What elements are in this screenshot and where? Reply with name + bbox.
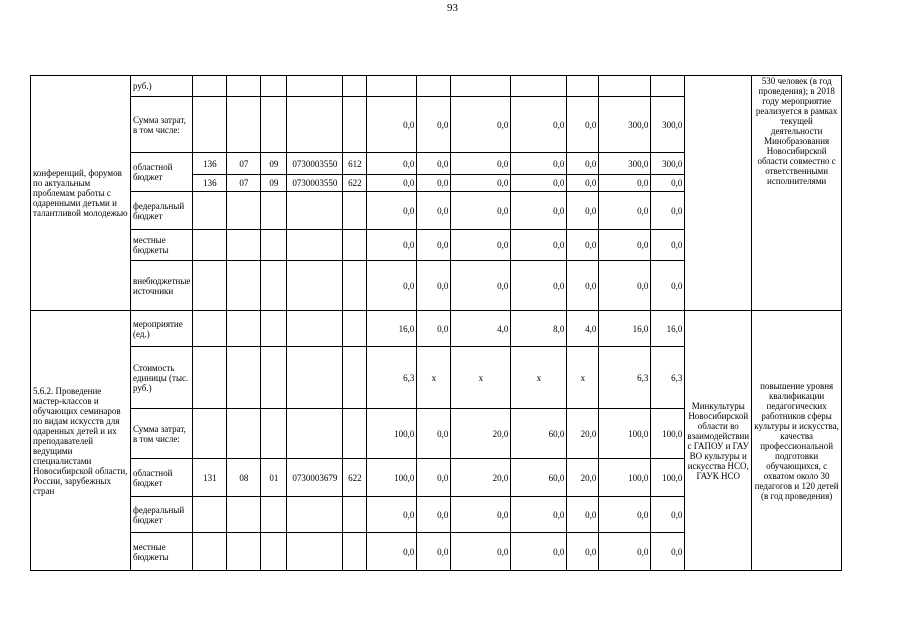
pr-code [261,311,287,347]
value-cell: х [567,347,599,409]
pr-code: 09 [261,175,287,192]
vr-code [343,97,367,153]
rz-code [227,76,261,97]
value-cell: 60,0 [511,409,567,459]
indicator-label: областной бюджет [131,153,193,192]
value-cell: 0,0 [651,261,685,311]
pr-code [261,230,287,261]
value-cell: 0,0 [367,175,417,192]
value-cell: 0,0 [511,230,567,261]
value-cell: 300,0 [651,153,685,175]
value-cell: 0,0 [567,175,599,192]
csr-code [287,311,343,347]
value-cell: 0,0 [511,97,567,153]
vr-code: 622 [343,175,367,192]
vr-code [343,409,367,459]
pr-code [261,497,287,533]
event-name: 5.6.2. Проведение мастер-классов и обучающих семинаров по видам искусств для одаренных детей и их преподавателей ведущими специалистами Новосибирской области, России, зарубежных стран [31,311,131,571]
grbs-code [193,533,227,571]
executor-cell: Минкультуры Новосибирской области во взаимодействии с ГАПОУ и ГАУ ВО культуры и искусства НСО, ГАУК НСО [685,311,752,571]
value-cell: 0,0 [651,192,685,230]
value-cell: 6,3 [599,347,651,409]
value-cell: 100,0 [367,459,417,497]
indicator-label: Сумма затрат, в том числе: [131,97,193,153]
indicator-label: федеральный бюджет [131,497,193,533]
value-cell: 0,0 [417,533,451,571]
pr-code [261,533,287,571]
value-cell: 0,0 [367,153,417,175]
value-cell: 0,0 [451,533,511,571]
value-cell: х [511,347,567,409]
value-cell: 0,0 [417,192,451,230]
value-cell: 0,0 [599,261,651,311]
value-cell: 6,3 [651,347,685,409]
value-cell: 4,0 [451,311,511,347]
grbs-code [193,230,227,261]
pr-code [261,409,287,459]
value-cell: 0,0 [417,261,451,311]
grbs-code [193,497,227,533]
csr-code [287,192,343,230]
value-cell: 0,0 [417,311,451,347]
value-cell: 0,0 [451,230,511,261]
value-cell: х [451,347,511,409]
value-cell: 100,0 [599,459,651,497]
value-cell: 0,0 [511,192,567,230]
rz-code [227,261,261,311]
csr-code [287,409,343,459]
value-cell: 0,0 [651,175,685,192]
value-cell: 300,0 [599,153,651,175]
value-cell: 0,0 [567,261,599,311]
value-cell: 60,0 [511,459,567,497]
value-cell: 0,0 [417,97,451,153]
indicator-label: Стоимость единицы (тыс. руб.) [131,347,193,409]
value-cell: 100,0 [599,409,651,459]
rz-code: 07 [227,175,261,192]
grbs-code [193,311,227,347]
table-row [31,76,842,97]
grbs-code [193,76,227,97]
value-cell: 0,0 [567,153,599,175]
value-cell: 0,0 [451,261,511,311]
value-cell: 0,0 [599,175,651,192]
value-cell [567,76,599,97]
executor-cell [685,76,752,311]
indicator-label: федеральный бюджет [131,192,193,230]
value-cell [511,76,567,97]
indicator-label: мероприятие (ед.) [131,311,193,347]
value-cell: 20,0 [451,459,511,497]
grbs-code: 136 [193,153,227,175]
vr-code [343,76,367,97]
value-cell [451,76,511,97]
page-number: 93 [447,2,458,14]
indicator-label: Сумма затрат, в том числе: [131,409,193,459]
value-cell: 100,0 [651,459,685,497]
value-cell: 0,0 [451,192,511,230]
value-cell: 0,0 [417,230,451,261]
value-cell: 0,0 [511,261,567,311]
rz-code: 08 [227,459,261,497]
rz-code: 07 [227,153,261,175]
rz-code [227,311,261,347]
value-cell: 20,0 [567,409,599,459]
value-cell: 0,0 [417,153,451,175]
grbs-code: 131 [193,459,227,497]
rz-code [227,497,261,533]
value-cell: 0,0 [511,175,567,192]
vr-code [343,533,367,571]
value-cell: 6,3 [367,347,417,409]
value-cell: х [417,347,451,409]
vr-code [343,261,367,311]
csr-code: 0730003550 [287,153,343,175]
value-cell: 300,0 [651,97,685,153]
value-cell: 100,0 [367,409,417,459]
csr-code [287,347,343,409]
value-cell: 0,0 [567,497,599,533]
value-cell: 0,0 [367,533,417,571]
indicator-label: областной бюджет [131,459,193,497]
table-row [31,311,842,347]
value-cell: 0,0 [417,409,451,459]
value-cell: 0,0 [651,533,685,571]
value-cell: 0,0 [599,230,651,261]
vr-code [343,497,367,533]
value-cell: 0,0 [567,192,599,230]
value-cell: 20,0 [451,409,511,459]
value-cell: 0,0 [651,497,685,533]
grbs-code [193,192,227,230]
rz-code [227,192,261,230]
indicator-label: местные бюджеты [131,533,193,571]
value-cell: 0,0 [567,97,599,153]
value-cell: 0,0 [451,97,511,153]
vr-code [343,347,367,409]
value-cell: 0,0 [367,192,417,230]
pr-code [261,192,287,230]
pr-code [261,97,287,153]
grbs-code [193,347,227,409]
value-cell: 0,0 [417,175,451,192]
value-cell: 0,0 [451,175,511,192]
vr-code [343,311,367,347]
grbs-code: 136 [193,175,227,192]
value-cell: 16,0 [367,311,417,347]
program-table [30,75,842,571]
vr-code: 622 [343,459,367,497]
csr-code [287,97,343,153]
value-cell [367,76,417,97]
result-cell: 530 человек (в год проведения); в 2018 году мероприятие реализуется в рамках текущей деятельности Минобразования Новосибирской области совместно с ответственными исполнителями [752,76,842,311]
value-cell: 0,0 [451,497,511,533]
value-cell: 0,0 [417,459,451,497]
grbs-code [193,97,227,153]
value-cell: 0,0 [599,533,651,571]
grbs-code [193,409,227,459]
rz-code [227,97,261,153]
value-cell: 0,0 [567,230,599,261]
csr-code [287,497,343,533]
value-cell: 0,0 [511,533,567,571]
value-cell: 20,0 [567,459,599,497]
csr-code [287,261,343,311]
grbs-code [193,261,227,311]
value-cell: 0,0 [651,230,685,261]
value-cell: 300,0 [599,97,651,153]
value-cell: 16,0 [599,311,651,347]
rz-code [227,533,261,571]
csr-code [287,230,343,261]
value-cell [651,76,685,97]
csr-code [287,533,343,571]
value-cell: 4,0 [567,311,599,347]
value-cell: 0,0 [511,497,567,533]
rz-code [227,409,261,459]
value-cell: 0,0 [451,153,511,175]
vr-code: 612 [343,153,367,175]
csr-code [287,76,343,97]
event-name: конференций, форумов по актуальным проблемам работы с одаренными детьми и талантливой молодежью [31,76,131,311]
value-cell: 0,0 [511,153,567,175]
pr-code [261,347,287,409]
value-cell: 0,0 [367,261,417,311]
value-cell: 0,0 [599,497,651,533]
rz-code [227,230,261,261]
value-cell: 0,0 [367,497,417,533]
value-cell: 0,0 [367,97,417,153]
pr-code: 01 [261,459,287,497]
vr-code [343,230,367,261]
pr-code: 09 [261,153,287,175]
value-cell: 100,0 [651,409,685,459]
pr-code [261,261,287,311]
value-cell: 16,0 [651,311,685,347]
value-cell: 8,0 [511,311,567,347]
value-cell: 0,0 [599,192,651,230]
value-cell: 0,0 [367,230,417,261]
value-cell [599,76,651,97]
value-cell: 0,0 [417,497,451,533]
indicator-label: руб.) [131,76,193,97]
csr-code: 0730003679 [287,459,343,497]
rz-code [227,347,261,409]
csr-code: 0730003550 [287,175,343,192]
pr-code [261,76,287,97]
value-cell: 0,0 [567,533,599,571]
result-cell: повышение уровня квалификации педагогических работников сферы культуры и искусства, качества профессиональной подготовки обучающихся, с охватом около 30 педагогов и 120 детей (в год проведения) [752,311,842,571]
indicator-label: внебюджетные источники [131,261,193,311]
vr-code [343,192,367,230]
value-cell [417,76,451,97]
indicator-label: местные бюджеты [131,230,193,261]
